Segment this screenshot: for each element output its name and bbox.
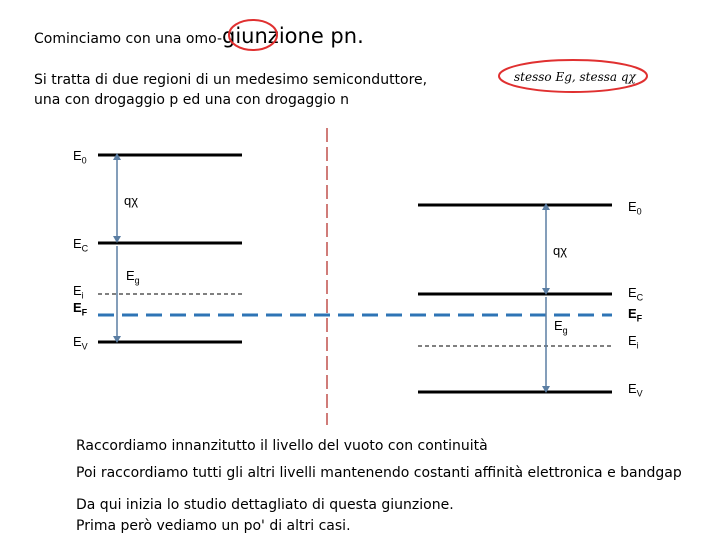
left-eg-label: $E_g$ — [126, 268, 140, 286]
right-e0-label: $E_0$ — [628, 199, 642, 217]
title-circled-part: omo- — [185, 31, 223, 47]
bottom-line-1: Raccordiamo innanzitutto il livello del vuoto con continuità — [76, 438, 488, 454]
right-ev-label: $E_V$ — [628, 381, 643, 399]
bottom-line-4: Prima però vediamo un po' di altri casi. — [76, 518, 351, 534]
intro-line-2: una con drogaggio p ed una con drogaggio n — [34, 92, 349, 108]
note-ellipse-annotation — [499, 60, 647, 92]
left-e0-label: $E_0$ — [73, 148, 87, 166]
right-qchi-label: qχ — [553, 243, 568, 258]
title-dot: . — [357, 24, 364, 48]
left-ei-label: $E_i$ — [73, 283, 84, 301]
note-same-eg-qchi: stesso Eg, stessa qχ — [514, 70, 636, 84]
title-prefix: Cominciamo con una — [34, 31, 186, 47]
right-eg-label: $E_g$ — [554, 318, 568, 336]
right-ef-label: $E_F$ — [628, 306, 643, 324]
bottom-line-3: Da qui inizia lo studio dettagliato di questa giunzione. — [76, 497, 454, 513]
title-big-part: giunzione pn — [222, 24, 358, 48]
left-ef-label: $E_F$ — [73, 300, 88, 318]
bottom-line-2: Poi raccordiamo tutti gli altri livelli mantenendo costanti affinità elettronica e bandgap — [76, 465, 682, 481]
right-ec-label: $E_C$ — [628, 285, 644, 303]
intro-line-1: Si tratta di due regioni di un medesimo semiconduttore, — [34, 72, 428, 88]
left-ec-label: $E_C$ — [73, 236, 89, 254]
left-ev-label: $E_V$ — [73, 334, 88, 352]
right-ei-label: $E_i$ — [628, 333, 639, 351]
left-qchi-label: qχ — [124, 193, 139, 208]
title-circle-annotation — [229, 20, 277, 50]
